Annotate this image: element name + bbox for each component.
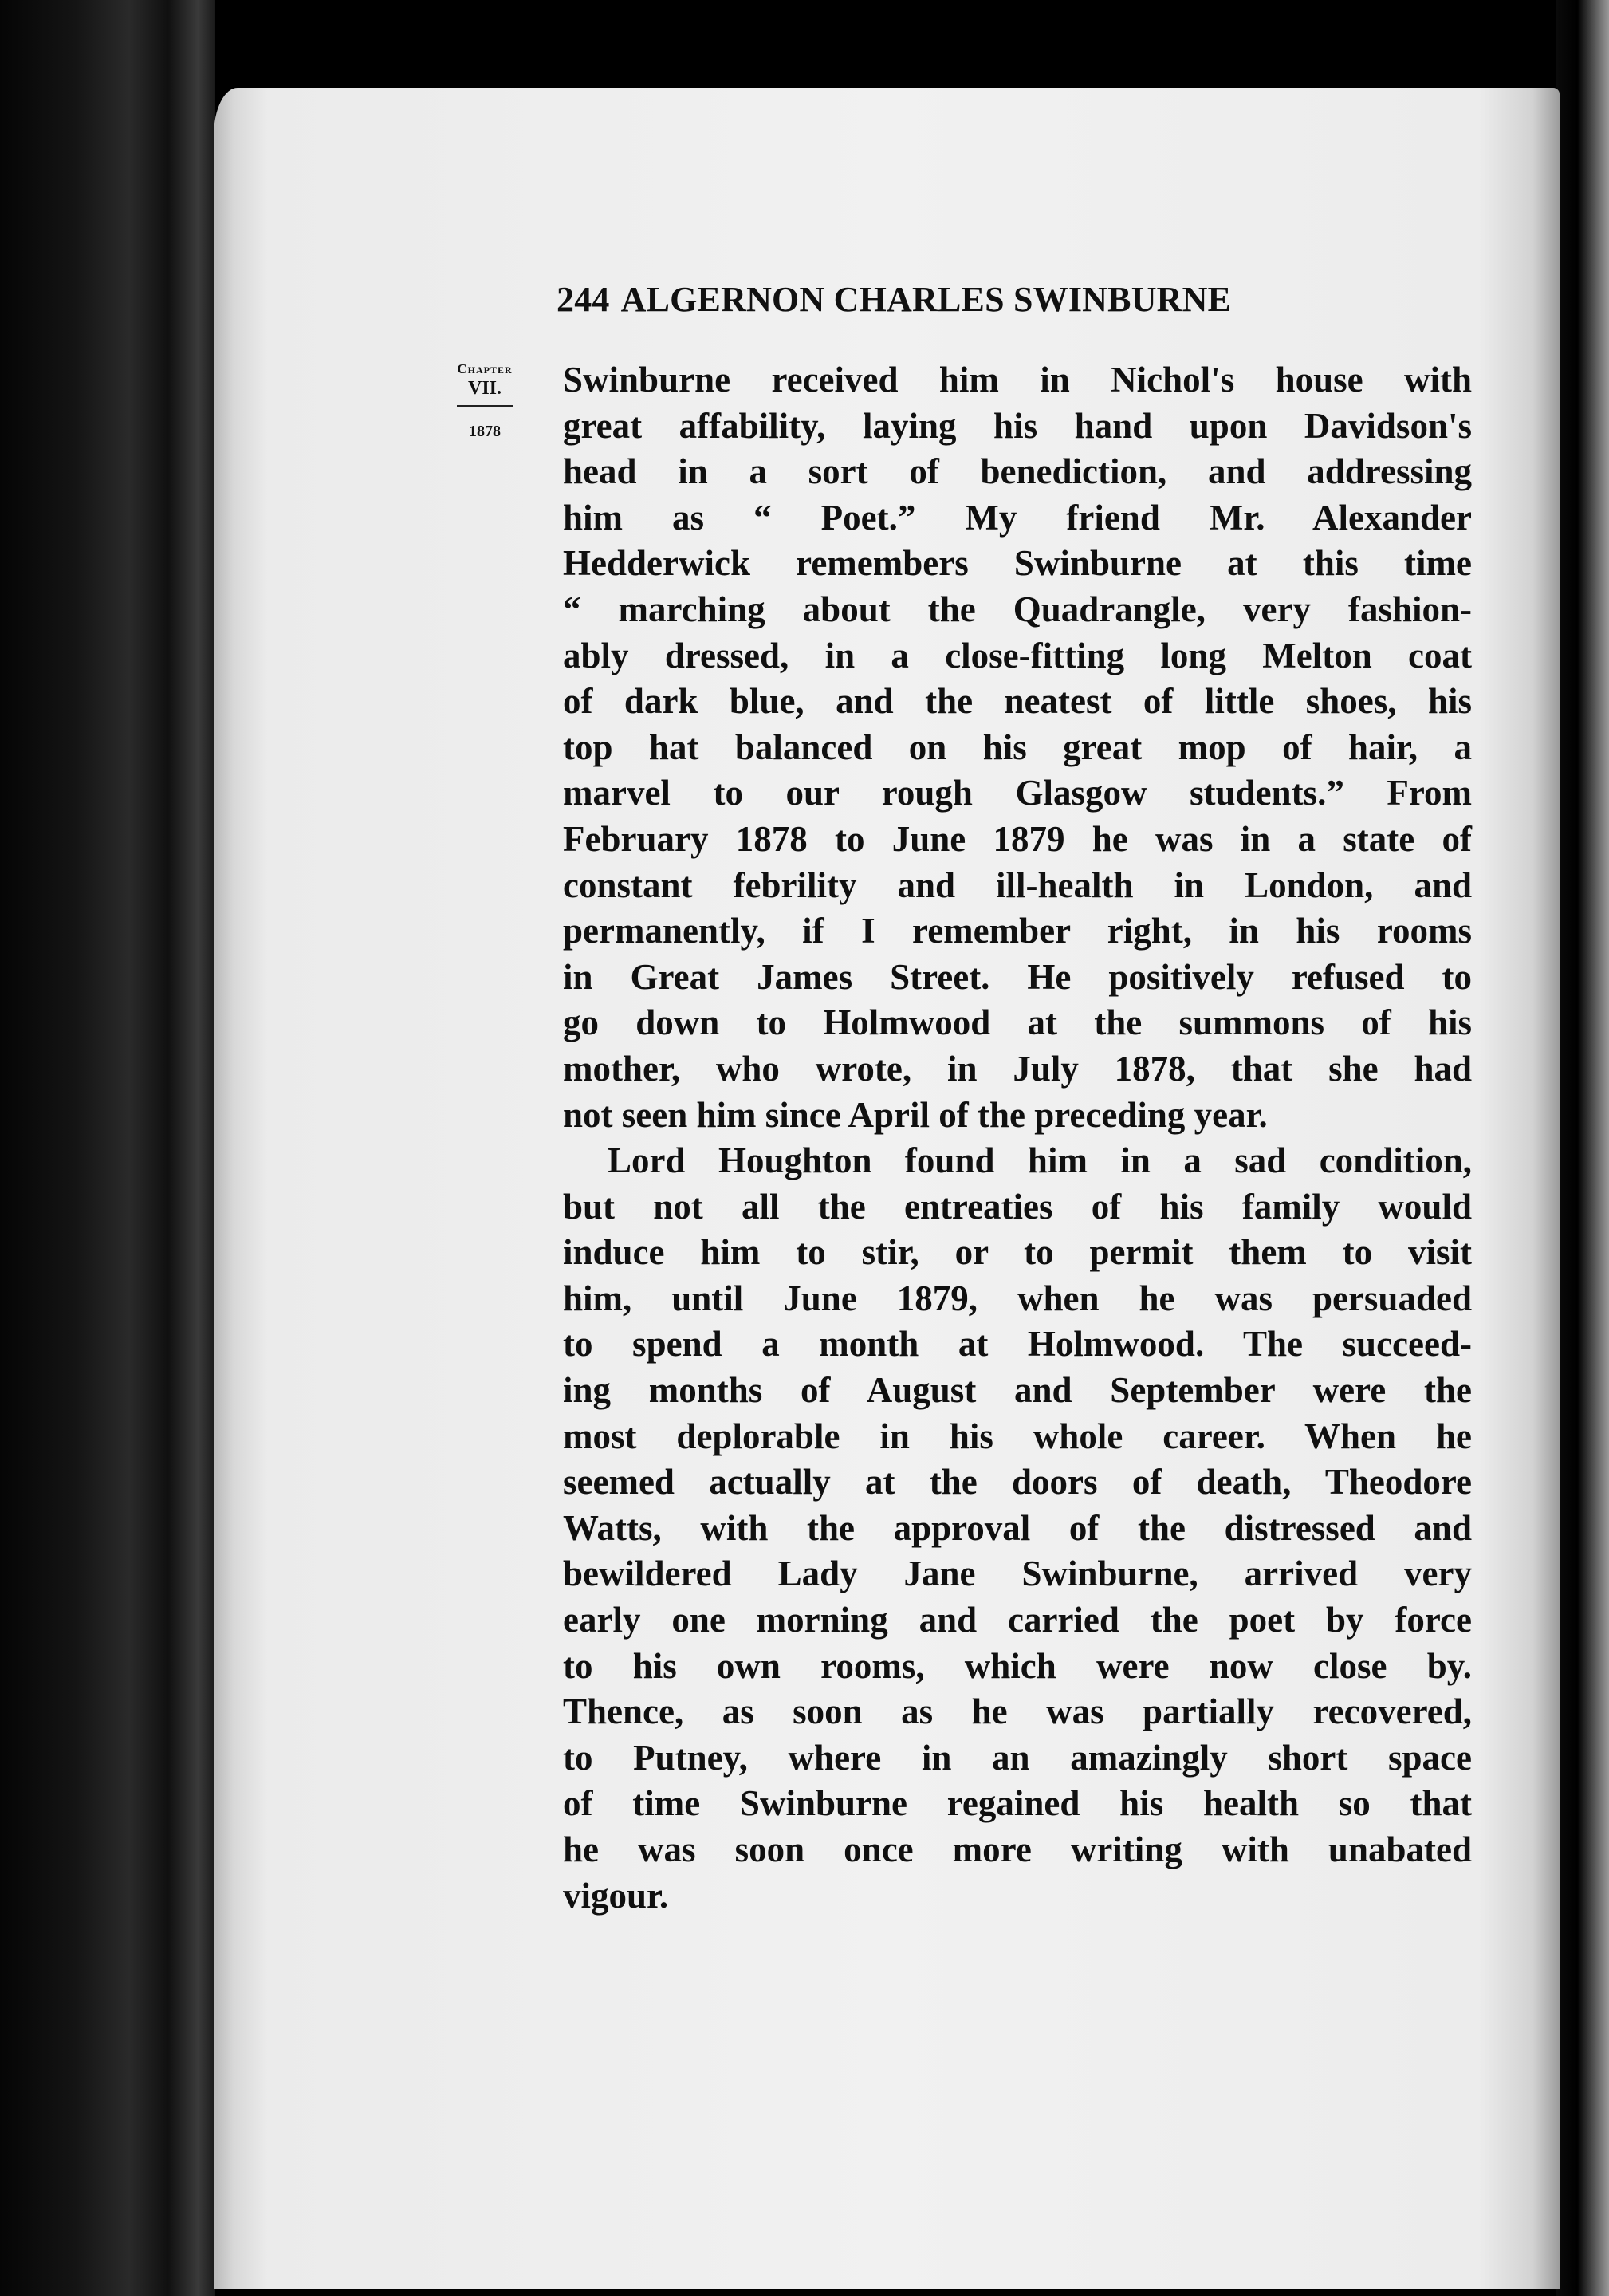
text-line: in Great James Street. He positively refused to [563, 956, 1472, 997]
text-line: mother, who wrote, in July 1878, that she had [563, 1048, 1472, 1089]
text-line: to Putney, where in an amazingly short space [563, 1737, 1472, 1778]
text-line: of dark blue, and the neatest of little shoes, his [563, 681, 1472, 722]
paragraph [563, 1138, 1472, 1919]
book-binding [0, 0, 215, 2296]
text-line: constant febrility and ill-health in London, and [563, 864, 1472, 905]
text-line: he was soon once more writing with unabated [563, 1829, 1472, 1869]
text-line: early one morning and carried the poet by force [563, 1600, 1472, 1640]
text-line: seemed actually at the doors of death, Theodore [563, 1462, 1472, 1502]
running-head [557, 278, 1434, 322]
text-line: ing months of August and September were the [563, 1370, 1472, 1411]
text-line: “ marching about the Quadrangle, very fashion- [563, 589, 1472, 629]
text-line: bewildered Lady Jane Swinburne, arrived very [563, 1554, 1472, 1594]
text-line: February 1878 to June 1879 he was in a state of [563, 818, 1472, 859]
text-line: Hedderwick remembers Swinburne at this time [563, 543, 1472, 584]
facing-page-edge [1556, 0, 1609, 2296]
body-text [563, 357, 1472, 1919]
text-line: Watts, with the approval of the distressed and [563, 1507, 1472, 1548]
margin-note [421, 360, 549, 442]
margin-chapter-label: Chapter [457, 361, 513, 376]
text-line: not seen him since April of the preceding year. [563, 1094, 1268, 1135]
text-line: ably dressed, in a close-fitting long Melton coat [563, 635, 1472, 675]
text-line: Swinburne received him in Nichol's house with [563, 360, 1472, 400]
text-line: Thence, as soon as he was partially recovered, [563, 1691, 1472, 1732]
paragraph [563, 357, 1472, 1138]
text-line: to spend a month at Holmwood. The succeed- [563, 1324, 1472, 1365]
margin-chapter-number: VII. [457, 378, 513, 407]
page-number: 244 [557, 280, 610, 319]
text-line: head in a sort of benediction, and addressing [563, 451, 1472, 492]
text-line: top hat balanced on his great mop of hair, a [563, 727, 1472, 767]
text-line: him as “ Poet.” My friend Mr. Alexander [563, 497, 1472, 538]
text-line: of time Swinburne regained his health so that [563, 1783, 1472, 1824]
running-head-title: ALGERNON CHARLES SWINBURNE [620, 280, 1232, 319]
text-line: to his own rooms, which were now close by. [563, 1645, 1472, 1686]
text-line: him, until June 1879, when he was persuaded [563, 1278, 1472, 1318]
text-line: permanently, if I remember right, in his rooms [563, 911, 1472, 951]
text-line: go down to Holmwood at the summons of his [563, 1002, 1472, 1043]
text-line: induce him to stir, or to permit them to visit [563, 1232, 1472, 1273]
text-line: but not all the entreaties of his family would [563, 1186, 1472, 1227]
text-line: vigour. [563, 1875, 669, 1916]
text-line: Lord Houghton found him in a sad condition, [608, 1140, 1472, 1181]
text-line: marvel to our rough Glasgow students.” From [563, 773, 1472, 813]
text-line: great affability, laying his hand upon Davidson's [563, 405, 1472, 446]
margin-year: 1878 [469, 423, 501, 440]
text-line: most deplorable in his whole career. When he [563, 1416, 1472, 1456]
